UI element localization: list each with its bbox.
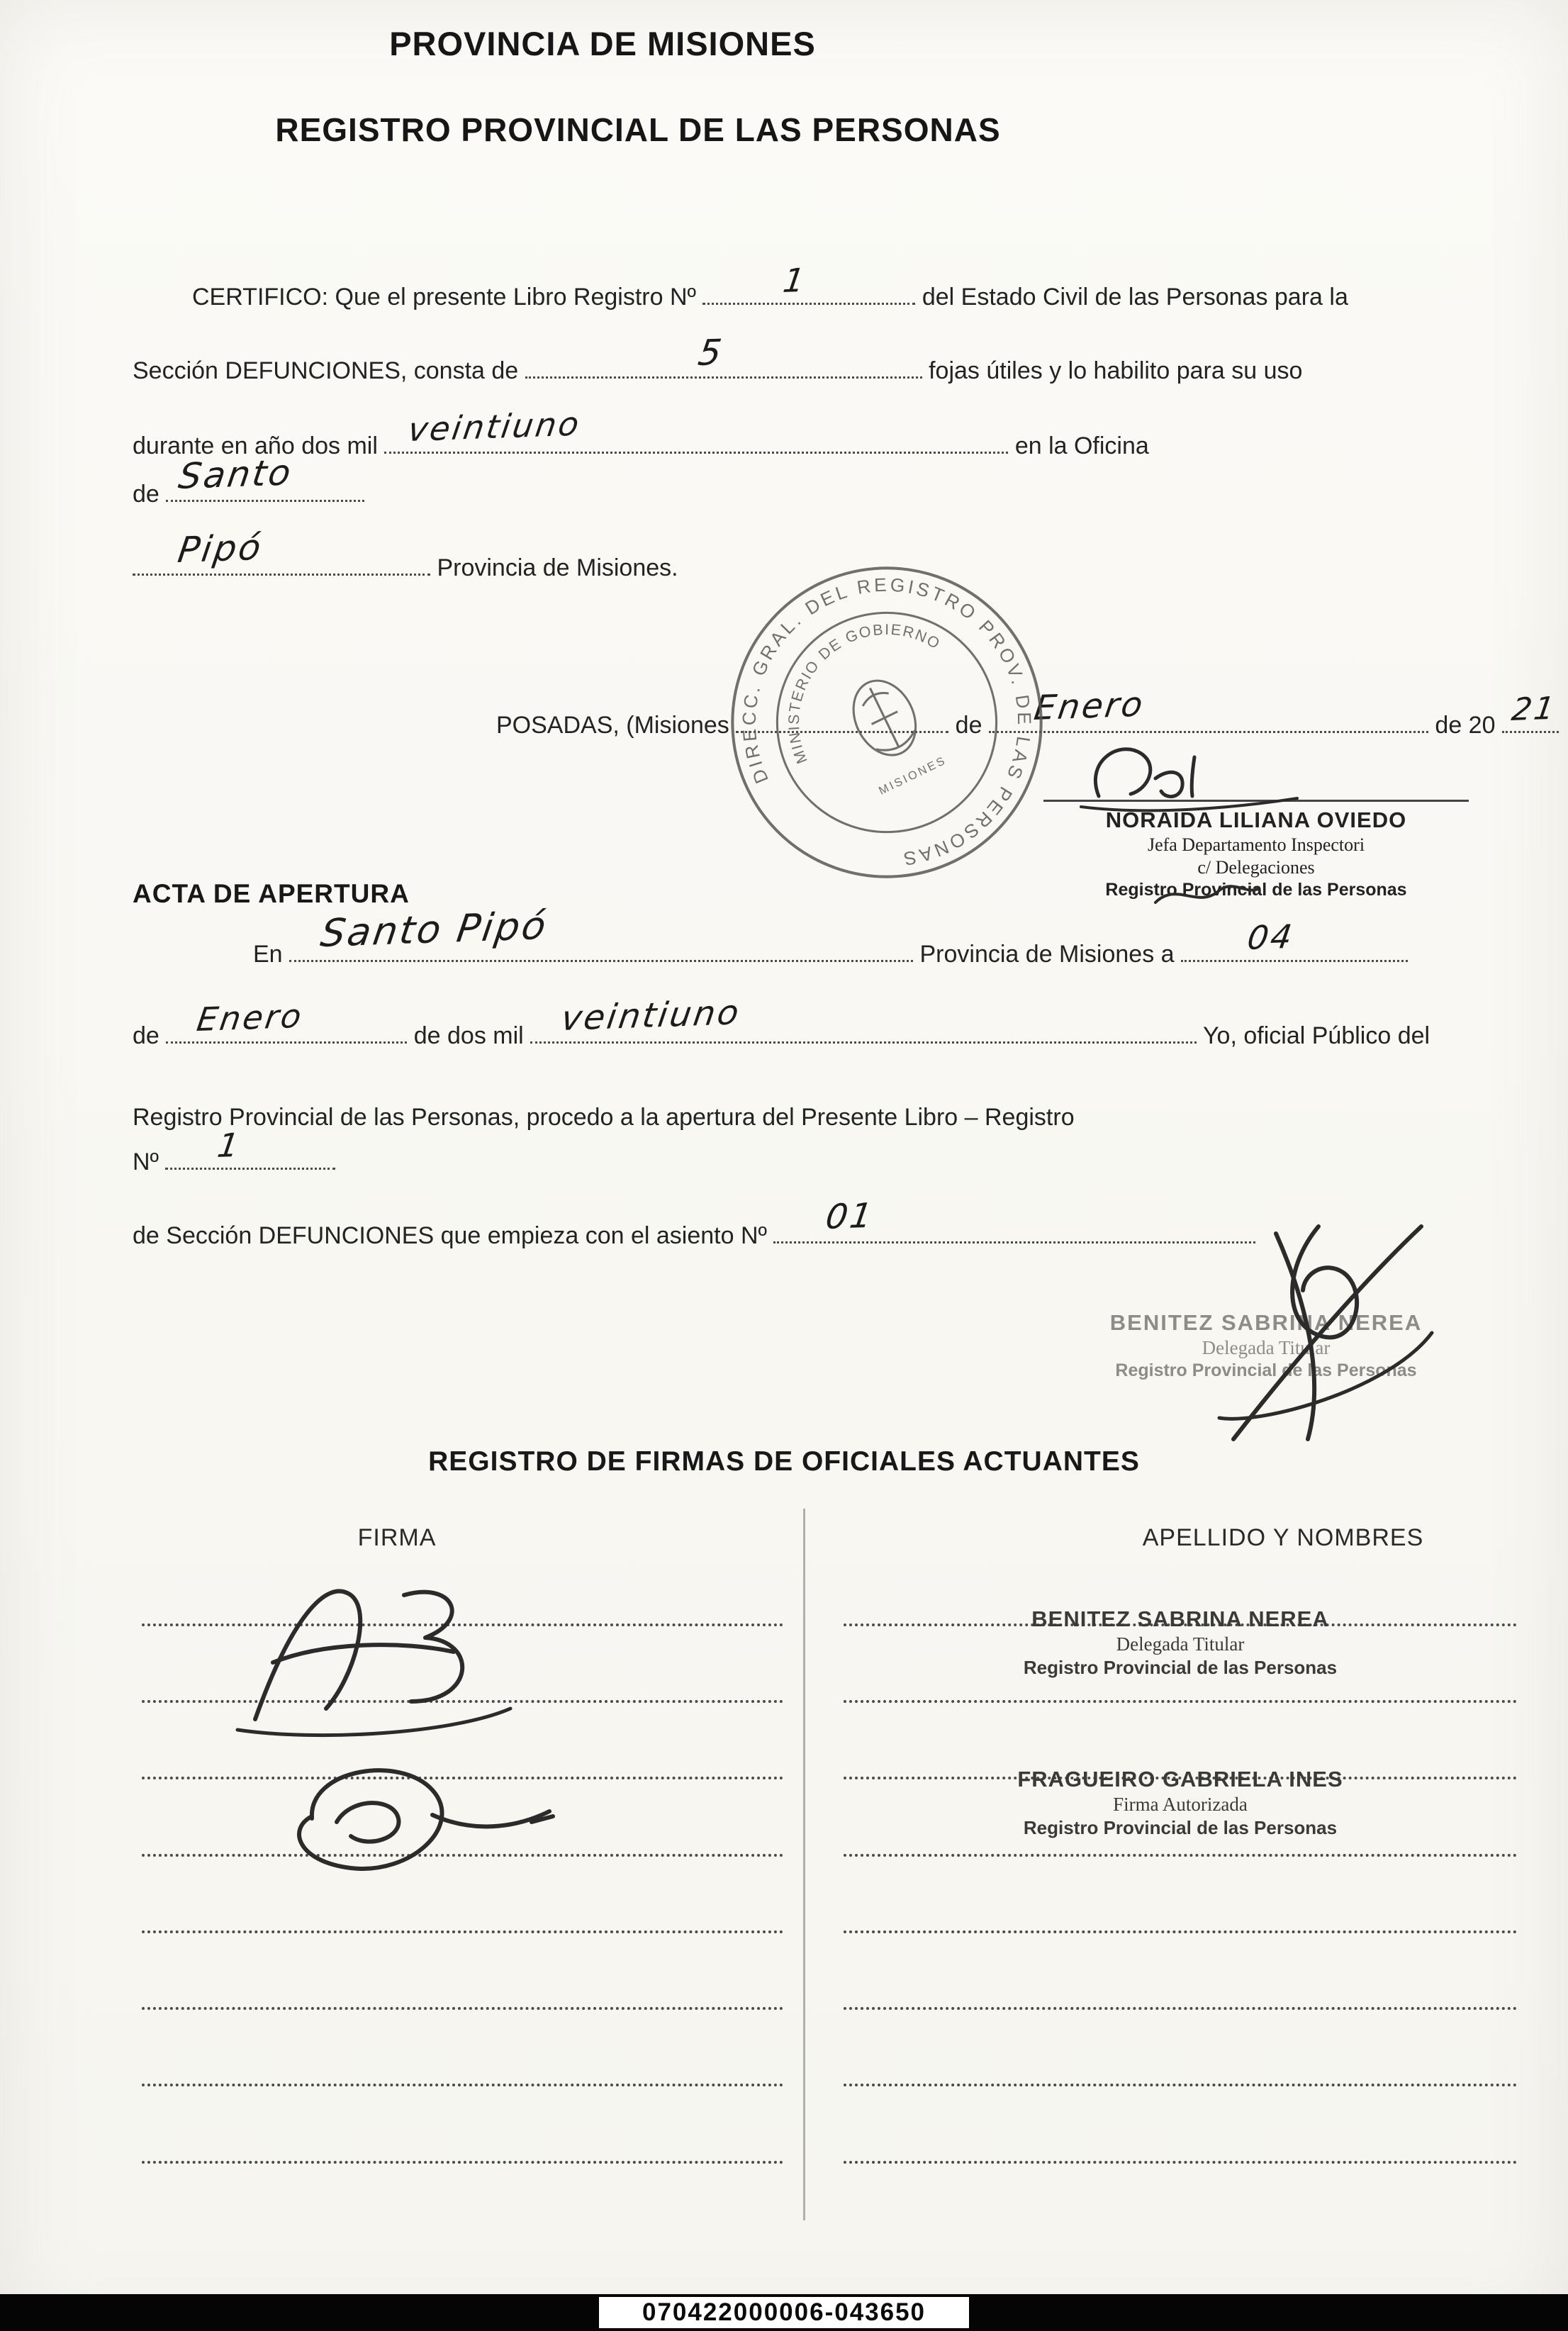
dateline-de20: de 20 <box>1435 712 1496 739</box>
acta-asiento-value: 01 <box>823 1195 878 1238</box>
acta-heading: ACTA DE APERTURA <box>133 879 410 908</box>
page-subtitle: REGISTRO PROVINCIAL DE LAS PERSONAS <box>275 111 1001 148</box>
acta-body: Registro Provincial de las Personas, procedo a la apertura del Presente Libro – Registro <box>133 1104 1075 1131</box>
certify-text-3a: durante en año dos mil <box>133 432 378 459</box>
stamp-emblem <box>841 670 927 765</box>
table-signature-benitez <box>220 1556 517 1740</box>
acta-line-3 <box>133 1102 1075 1133</box>
firmas-section-title: REGISTRO DE FIRMAS DE OFICIALES ACTUANTES <box>428 1446 1140 1477</box>
certify-text-2a: Sección DEFUNCIONES, consta de <box>133 357 519 384</box>
table-row-official-2 <box>883 1767 1478 1839</box>
acta-en: En <box>253 941 283 968</box>
official2-role2: Registro Provincial de las Personas <box>1115 1360 1417 1380</box>
signature-line-row <box>844 2007 1517 2010</box>
fojas-value: 5 <box>695 331 727 374</box>
acta-de: de <box>133 1022 159 1049</box>
table-row-official-1 <box>883 1606 1478 1679</box>
certify-line-5 <box>133 526 678 583</box>
acta-seccion: de Sección DEFUNCIONES que empieza con el asiento Nº <box>133 1222 767 1249</box>
acta-yo: Yo, oficial Público del <box>1203 1022 1430 1049</box>
acta-line-1 <box>133 902 1408 970</box>
official2-role1: Delegada Titular <box>1202 1337 1331 1358</box>
dateline-place: POSADAS, (Misiones <box>496 712 729 739</box>
table-official2-role1: Firma Autorizada <box>1113 1794 1248 1815</box>
stamp-center-text: MISIONES <box>876 754 949 798</box>
acta-place-field <box>289 902 913 962</box>
dateline-year-field <box>1502 690 1559 733</box>
acta-month-value: Enero <box>194 996 306 1039</box>
acta-dosmil: de dos mil <box>413 1022 524 1049</box>
delegaciones-scribble <box>1148 878 1262 913</box>
certify-text-1a: CERTIFICO: Que el presente Libro Registro Nº <box>192 284 696 311</box>
signature-line-row <box>142 2007 783 2010</box>
certify-text-4a: de <box>133 481 159 508</box>
table-official1-role1: Delegada Titular <box>1116 1633 1245 1655</box>
table-divider <box>803 1509 805 2220</box>
certify-line-1 <box>133 260 1348 313</box>
acta-yearword-value: veintiuno <box>559 993 744 1039</box>
office-value-2: Pipó <box>175 526 266 571</box>
certify-text-3b: en la Oficina <box>1014 432 1149 459</box>
acta-line-2 <box>133 993 1430 1051</box>
page-title: PROVINCIA DE MISIONES <box>389 25 816 62</box>
year-word-value: veintiuno <box>405 404 584 449</box>
official1-role3: Registro Provincial de las Personas <box>1105 880 1407 900</box>
signature-line-row <box>142 2084 783 2086</box>
signature-line-row <box>844 2084 1517 2086</box>
signature-line-row <box>142 2161 783 2164</box>
certify-text-1b: del Estado Civil de las Personas para la <box>922 284 1348 311</box>
stamp-inner-text: MINISTERIO DE GOBIERNO <box>785 620 944 766</box>
barcode-number: 070422000006-043650 <box>599 2297 969 2328</box>
oviedo-signature <box>1070 729 1304 821</box>
acta-bookno-value: 1 <box>215 1125 244 1165</box>
stamp-ring-text: DIRECC. GRAL. DEL REGISTRO PROV. DE LAS PERSONAS <box>738 574 1036 871</box>
signature-line-row <box>844 1854 1517 1857</box>
official2-name: BENITEZ SABRINA NEREA <box>1109 1310 1423 1335</box>
acta-bookno-field <box>165 1125 335 1170</box>
book-number-field <box>702 260 915 305</box>
table-official1-role2: Registro Provincial de las Personas <box>1023 1657 1338 1678</box>
signature-line-row <box>844 1700 1517 1703</box>
benitez-signature <box>1177 1205 1446 1446</box>
acta-line-5 <box>133 1195 1255 1251</box>
signature-line-row <box>844 2161 1517 2164</box>
official1-name: NORAIDA LILIANA OVIEDO <box>1043 800 1469 833</box>
signature-line-row <box>142 1930 783 1933</box>
acta-provincia: Provincia de Misiones a <box>919 941 1175 968</box>
official1-role1: Jefa Departamento Inspectori <box>1147 834 1365 855</box>
barcode-strip <box>0 2294 1568 2331</box>
certify-line-2 <box>133 331 1303 386</box>
fojas-field <box>525 331 922 379</box>
table-official2-role2: Registro Provincial de las Personas <box>1023 1817 1338 1838</box>
office-value-1: Santo <box>176 451 296 497</box>
acta-line-4 <box>133 1125 335 1178</box>
dateline-month-value: Enero <box>1031 684 1148 729</box>
acta-day-value: 04 <box>1245 917 1297 957</box>
signature-line-row <box>844 1930 1517 1933</box>
table-official2-name: FRAGUEIRO GABRIELA INES <box>1017 1767 1343 1791</box>
book-number-value: 1 <box>780 260 810 300</box>
acta-no-label: Nº <box>133 1148 159 1175</box>
column-header-nombres: APELLIDO Y NOMBRES <box>1142 1524 1424 1551</box>
acta-place-value: Santo Pipó <box>318 902 551 956</box>
table-signature-fragueiro <box>220 1737 560 1893</box>
acta-yearword-field <box>530 993 1197 1044</box>
acta-day-field <box>1181 917 1408 962</box>
office-field-2 <box>133 526 430 576</box>
acta-month-field <box>166 996 407 1044</box>
certify-text-2b: fojas útiles y lo habilito para su uso <box>929 357 1303 384</box>
office-field-1 <box>166 451 364 502</box>
certify-text-5b: Provincia de Misiones. <box>437 554 678 581</box>
dateline-year-value: 21 <box>1509 690 1559 729</box>
dateline-de: de <box>955 712 982 739</box>
year-word-field <box>384 404 1008 454</box>
column-header-firma: FIRMA <box>357 1524 437 1551</box>
certify-line-4 <box>133 451 364 510</box>
official1-role2: c/ Delegaciones <box>1197 857 1315 878</box>
table-official1-name: BENITEZ SABRINA NEREA <box>1031 1606 1329 1631</box>
